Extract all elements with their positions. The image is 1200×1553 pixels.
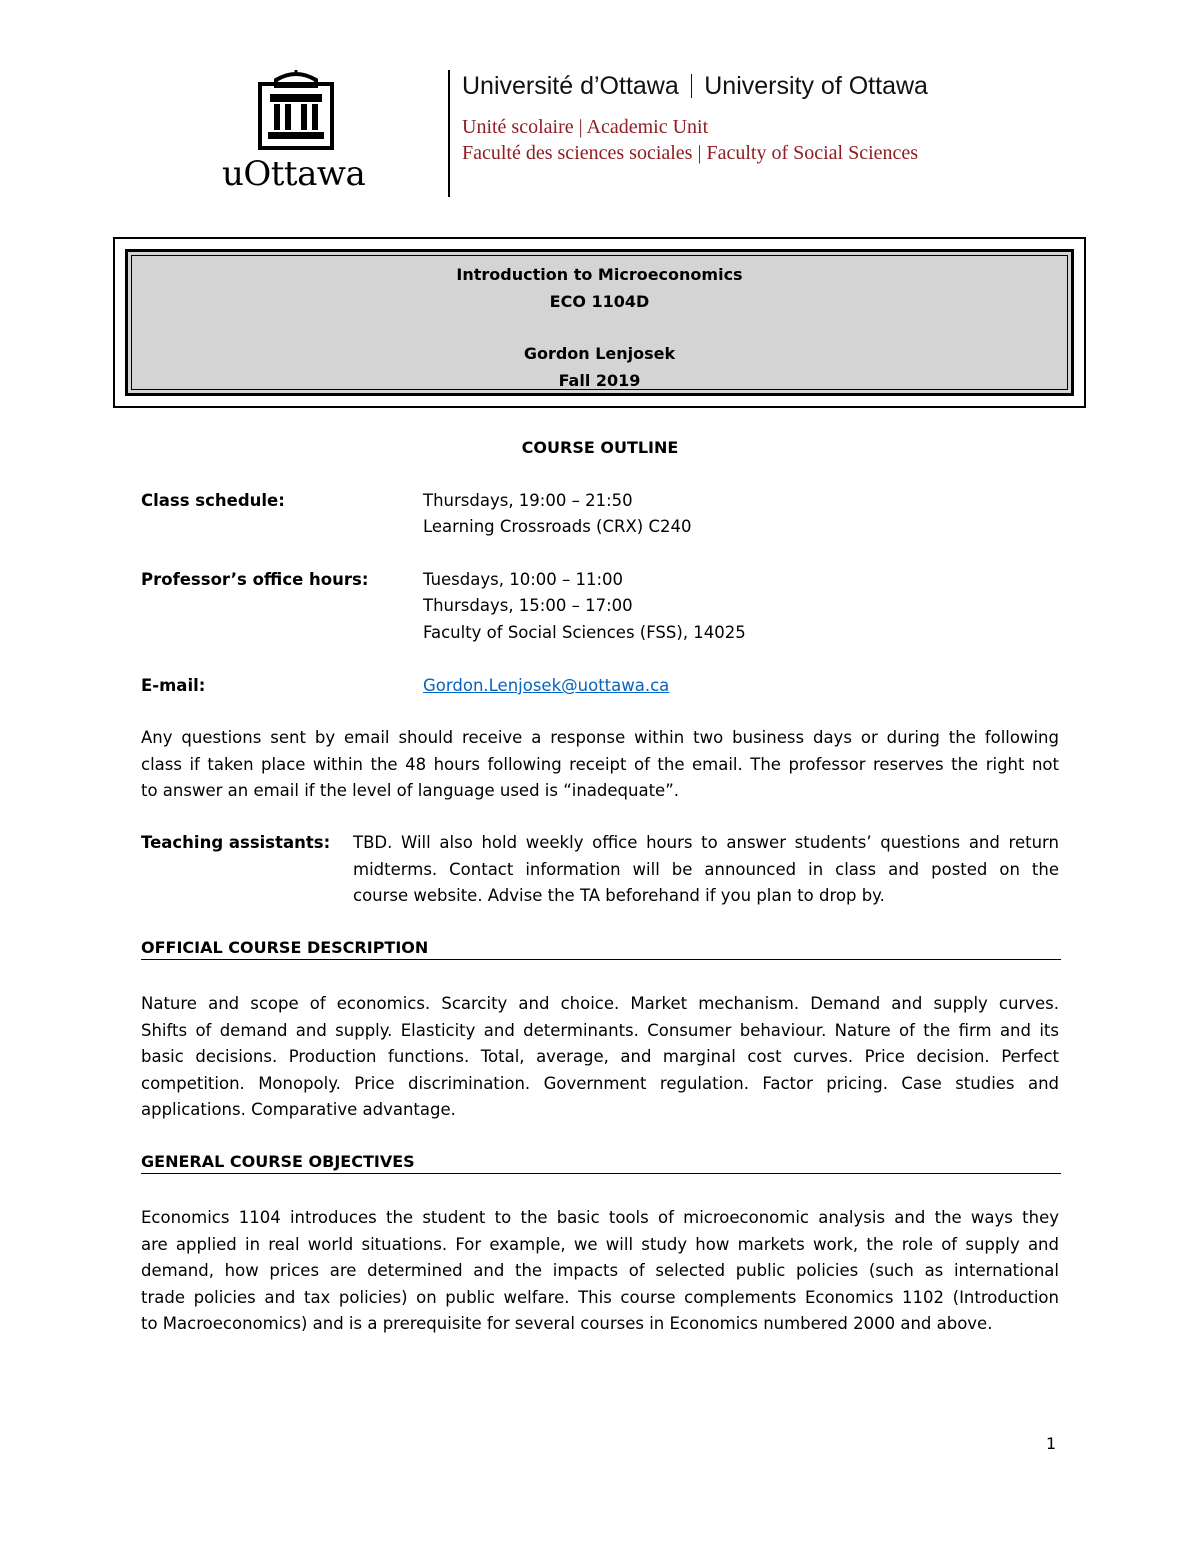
- office-hours-tuesday: Tuesdays, 10:00 – 11:00: [423, 570, 624, 589]
- university-building-icon: [258, 70, 334, 150]
- paragraph-line: to Macroeconomics) and is a prerequisite for several courses in Economics numbered 2000 and above.: [141, 1314, 993, 1333]
- teaching-assistants-text: [353, 830, 1059, 910]
- office-hours-label: Professor’s office hours:: [141, 570, 369, 589]
- course-objectives-paragraph: [141, 1205, 1059, 1338]
- course-term: Fall 2019: [558, 371, 641, 390]
- course-title-box: [113, 237, 1086, 408]
- uottawa-logo: [222, 70, 372, 200]
- office-location: Faculty of Social Sciences (FSS), 14025: [423, 623, 746, 642]
- office-hours-thursday: Thursdays, 15:00 – 17:00: [423, 596, 633, 615]
- paragraph-line: class if taken place within the 48 hours following receipt of the email. The professor reserves the right not: [141, 754, 1059, 774]
- paragraph-line: TBD. Will also hold weekly office hours to answer students’ questions and return: [353, 833, 1059, 852]
- university-name-en: University of Ottawa: [704, 72, 928, 100]
- university-name: [462, 72, 928, 101]
- course-name: Introduction to Microeconomics: [456, 265, 743, 284]
- course-title-inner-frame: [131, 255, 1068, 390]
- paragraph-line: trade policies and tax policies) on public welfare. This course complements Economics 1102 (Introduction: [141, 1287, 1059, 1307]
- course-description-heading: OFFICIAL COURSE DESCRIPTION: [141, 938, 1061, 960]
- paragraph-line: course website. Advise the TA beforehand if you plan to drop by.: [353, 886, 885, 905]
- academic-unit-line: Unité scolaire | Academic Unit: [462, 116, 709, 138]
- course-code: ECO 1104D: [549, 292, 650, 311]
- course-title-panel: [125, 249, 1074, 396]
- faculty-line: Faculté des sciences sociales | Faculty of Social Sciences: [462, 142, 919, 164]
- paragraph-line: Nature and scope of economics. Scarcity and choice. Market mechanism. Demand and supply curves.: [141, 994, 1059, 1013]
- course-description-paragraph: [141, 991, 1059, 1124]
- class-schedule-time: Thursdays, 19:00 – 21:50: [423, 491, 633, 510]
- paragraph-line: Economics 1104 introduces the student to the basic tools of microeconomic analysis and the ways they: [141, 1208, 1059, 1227]
- name-separator: [691, 74, 693, 98]
- paragraph-line: Any questions sent by email should receive a response within two business days or during the following: [141, 728, 1059, 747]
- paragraph-line: are applied in real world situations. For example, we will study how markets work, the role of supply and: [141, 1234, 1059, 1254]
- email-link[interactable]: Gordon.Lenjosek@uottawa.ca: [423, 676, 670, 695]
- paragraph-line: demand, how prices are determined and the impacts of selected public policies (such as international: [141, 1261, 1059, 1280]
- university-name-fr: Université d’Ottawa: [462, 72, 679, 100]
- paragraph-line: basic decisions. Production functions. Total, average, and marginal cost curves. Price decision. Perfect: [141, 1047, 1059, 1066]
- page-number: 1: [1046, 1434, 1057, 1453]
- paragraph-line: to answer an email if the level of language used is “inadequate”.: [141, 781, 679, 800]
- course-outline-heading: COURSE OUTLINE: [521, 438, 679, 457]
- paragraph-line: midterms. Contact information will be announced in class and posted on the: [353, 859, 1059, 879]
- paragraph-line: Shifts of demand and supply. Elasticity and determinants. Consumer behaviour. Nature of the firm and its: [141, 1020, 1059, 1040]
- professor-name: Gordon Lenjosek: [523, 344, 676, 363]
- paragraph-line: applications. Comparative advantage.: [141, 1100, 456, 1119]
- teaching-assistants-label: Teaching assistants:: [141, 833, 331, 852]
- paragraph-line: competition. Monopoly. Price discrimination. Government regulation. Factor pricing. Case studies and: [141, 1073, 1059, 1093]
- class-schedule-location: Learning Crossroads (CRX) C240: [423, 517, 692, 536]
- logo-wordmark: uOttawa: [222, 154, 366, 194]
- email-policy-paragraph: [141, 725, 1059, 805]
- class-schedule-label: Class schedule:: [141, 491, 285, 510]
- course-objectives-heading: GENERAL COURSE OBJECTIVES: [141, 1152, 1061, 1174]
- email-label: E-mail:: [141, 676, 206, 695]
- header-divider: [448, 70, 450, 197]
